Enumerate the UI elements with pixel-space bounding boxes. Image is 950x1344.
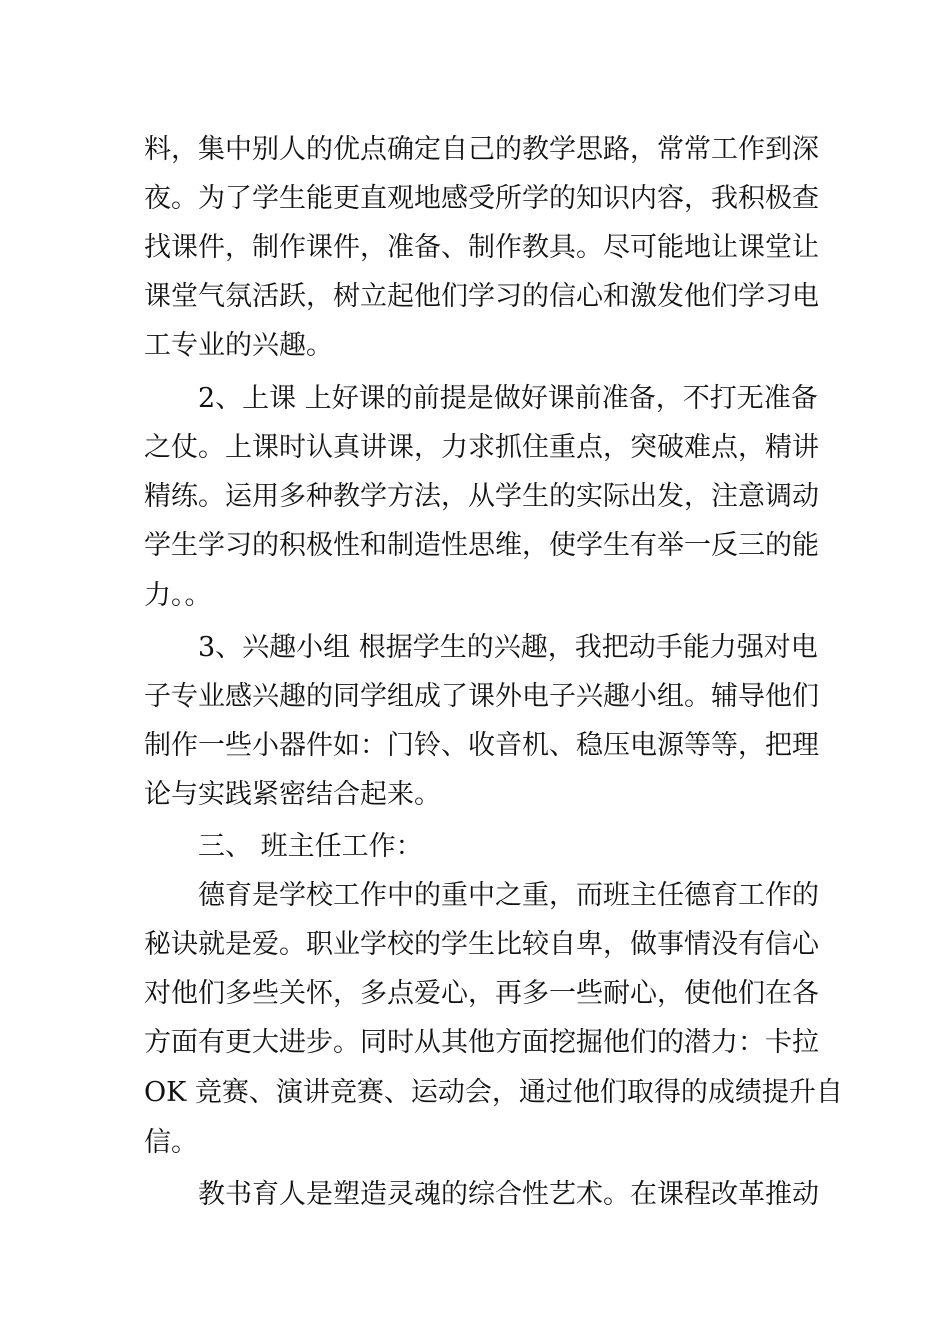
text-line: 课堂气氛活跃，树立起他们学习的信心和激发他们学习电 <box>144 281 819 312</box>
paragraph-start-line: 2、上课 上好课的前提是做好课前准备，不打无准备 <box>198 383 818 414</box>
text-line: 方面有更大进步。同时从其他方面挖掘他们的潜力：卡拉 <box>144 1027 819 1058</box>
text-line: 力。。 <box>144 580 212 611</box>
text-line: 子专业感兴趣的同学组成了课外电子兴趣小组。辅导他们 <box>144 681 819 712</box>
text-line: 学生学习的积极性和制造性思维，使学生有举一反三的能 <box>144 530 819 561</box>
text-line: 秘诀就是爱。职业学校的学生比较自卑，做事情没有信心 <box>144 929 819 960</box>
text-line: 之仗。上课时认真讲课，力求抓住重点，突破难点，精讲 <box>144 432 819 463</box>
paragraph-start-line: 3、兴趣小组 根据学生的兴趣，我把动手能力强对电 <box>198 632 818 663</box>
text-line: 料，集中别人的优点确定自己的教学思路，常常工作到深 <box>144 134 819 165</box>
text-line: OK 竞赛、演讲竞赛、运动会，通过他们取得的成绩提升自 <box>144 1077 843 1108</box>
text-line: 找课件，制作课件，准备、制作教具。尽可能地让课堂让 <box>144 232 819 263</box>
text-line: 对他们多些关怀，多点爱心，再多一些耐心，使他们在各 <box>144 978 819 1009</box>
section-heading: 三、 班主任工作： <box>198 831 423 862</box>
paragraph-start-line: 德育是学校工作中的重中之重，而班主任德育工作的 <box>198 880 819 911</box>
paragraph-start-line: 教书育人是塑造灵魂的综合性艺术。在课程改革推动 <box>198 1179 819 1210</box>
text-line: 精练。运用多种教学方法，从学生的实际出发，注意调动 <box>144 481 819 512</box>
text-line: 信。 <box>144 1127 198 1158</box>
text-line: 论与实践紧密结合起来。 <box>144 779 441 810</box>
text-line: 制作一些小器件如：门铃、收音机、稳压电源等等，把理 <box>144 730 819 761</box>
text-line: 工专业的兴趣。 <box>144 330 333 361</box>
text-line: 夜。为了学生能更直观地感受所学的知识内容，我积极查 <box>144 183 819 214</box>
